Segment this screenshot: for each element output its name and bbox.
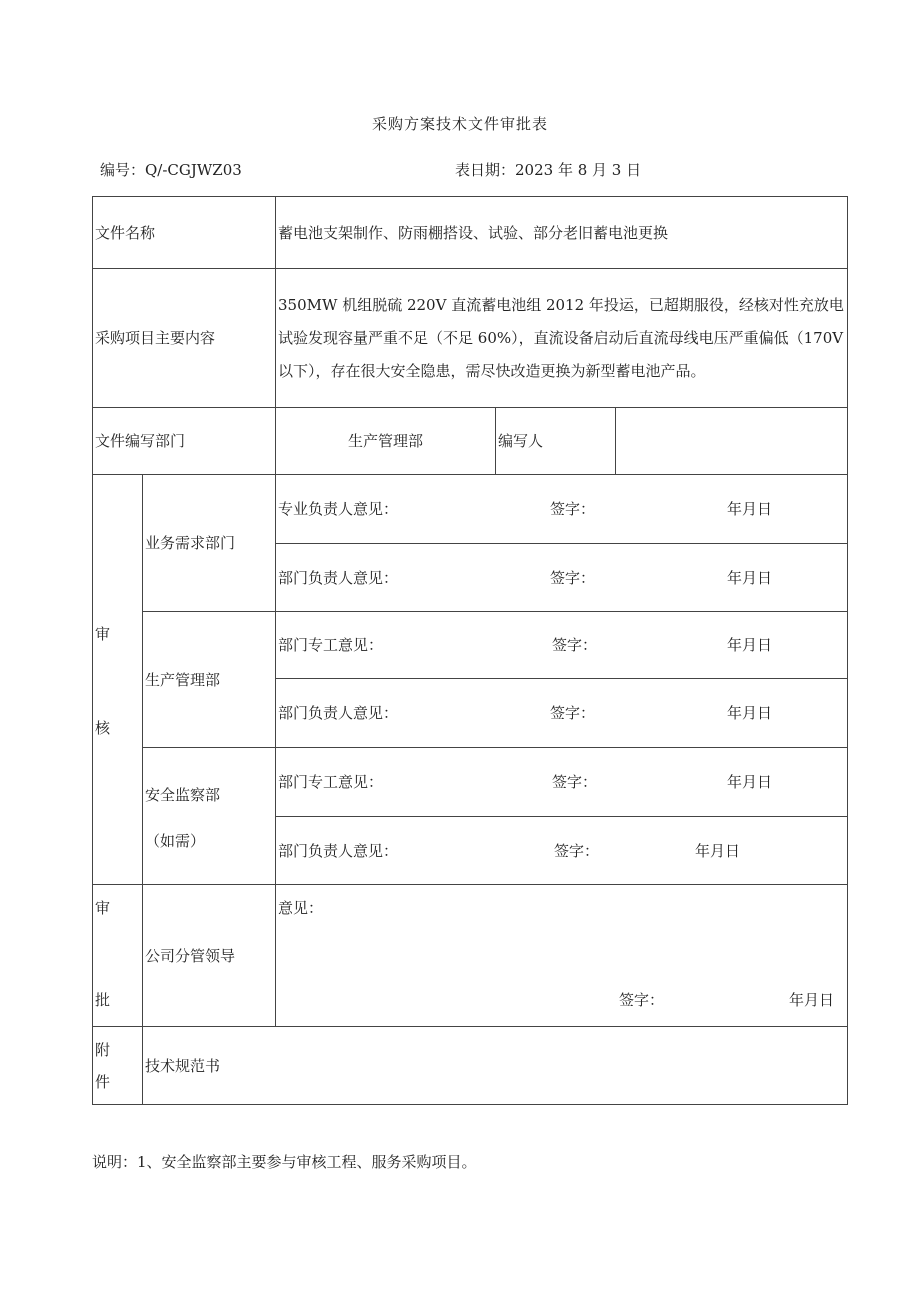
sign-label: 签字： bbox=[552, 636, 598, 654]
attachment-value: 技术规范书 bbox=[143, 1027, 848, 1105]
opinion-label: 部门专工意见： bbox=[278, 636, 384, 654]
opinion-label: 部门负责人意见： bbox=[278, 704, 399, 722]
dept-row bbox=[93, 408, 848, 475]
review-group-safety: 安全监察部 bbox=[145, 786, 221, 804]
review-opinion-cell bbox=[276, 679, 848, 748]
review-opinion-cell bbox=[276, 612, 848, 679]
main-content-row bbox=[93, 269, 848, 408]
review-char-2: 核 bbox=[95, 719, 111, 737]
approval-role: 公司分管领导 bbox=[143, 885, 276, 1027]
attachment-char-2: 件 bbox=[95, 1073, 111, 1091]
opinion-label: 部门专工意见： bbox=[278, 773, 384, 791]
dept-label: 文件编写部门 bbox=[93, 408, 276, 475]
review-opinion-cell bbox=[276, 748, 848, 817]
sign-label: 签字： bbox=[550, 568, 596, 587]
doc-name-row bbox=[93, 197, 848, 269]
attachment-label-cell bbox=[93, 1027, 143, 1105]
approval-char-2: 批 bbox=[95, 991, 111, 1009]
main-content-value: 350MW 机组脱硫 220V 直流蓄电池组 2012 年投运，已超期服役，经核对性充放电试验发现容量严重不足（不足 60%），直流设备启动后直流母线电压严重偏低（170V 以下），存在很大安全隐患，需尽快改造更换为新型蓄电池产品。 bbox=[276, 269, 848, 408]
attachment-row bbox=[93, 1027, 848, 1105]
review-opinion-cell bbox=[276, 817, 848, 885]
review-group-business: 业务需求部门 bbox=[143, 475, 276, 612]
author-label: 编写人 bbox=[496, 408, 616, 475]
review-row bbox=[93, 748, 848, 817]
sign-label: 签字： bbox=[552, 773, 598, 791]
review-row bbox=[93, 475, 848, 544]
review-group-safety-cell bbox=[143, 748, 276, 885]
doc-name-value: 蓄电池支架制作、防雨棚搭设、试验、部分老旧蓄电池更换 bbox=[276, 197, 848, 269]
sign-label: 签字： bbox=[550, 500, 596, 518]
sign-label: 签字： bbox=[554, 841, 600, 860]
sign-label: 签字： bbox=[550, 704, 596, 722]
review-opinion-cell bbox=[276, 544, 848, 612]
approval-row bbox=[93, 885, 848, 1027]
review-label-cell bbox=[93, 475, 143, 885]
document-number: 编号：Q/-CGJWZ03 bbox=[100, 161, 242, 179]
review-group-production: 生产管理部 bbox=[143, 612, 276, 748]
footnote: 说明：1、安全监察部主要参与审核工程、服务采购项目。 bbox=[92, 1153, 477, 1171]
approval-char-1: 审 bbox=[95, 899, 111, 917]
date-label: 年月日 bbox=[695, 841, 741, 860]
opinion-label: 部门负责人意见： bbox=[278, 841, 399, 860]
review-row bbox=[93, 612, 848, 679]
approval-sign-label: 签字： bbox=[619, 991, 665, 1009]
doc-name-label: 文件名称 bbox=[93, 197, 276, 269]
form-title: 采购方案技术文件审批表 bbox=[371, 115, 548, 133]
opinion-label: 专业负责人意见： bbox=[278, 500, 399, 518]
opinion-label: 部门负责人意见： bbox=[278, 568, 399, 587]
date-label: 年月日 bbox=[727, 500, 773, 518]
approval-opinion-cell bbox=[276, 885, 848, 1027]
form-date: 表日期：2023 年 8 月 3 日 bbox=[455, 161, 642, 179]
approval-opinion-label: 意见： bbox=[278, 899, 324, 917]
review-group-safety-note: （如需） bbox=[145, 832, 206, 850]
attachment-char-1: 附 bbox=[95, 1041, 111, 1059]
approval-form-table bbox=[92, 196, 848, 1105]
review-char-1: 审 bbox=[95, 625, 111, 643]
date-label: 年月日 bbox=[727, 568, 773, 587]
date-label: 年月日 bbox=[727, 773, 773, 791]
date-label: 年月日 bbox=[727, 636, 773, 654]
approval-label-cell bbox=[93, 885, 143, 1027]
review-opinion-cell bbox=[276, 475, 848, 544]
dept-value: 生产管理部 bbox=[276, 408, 496, 475]
author-value bbox=[616, 408, 848, 475]
approval-date-label: 年月日 bbox=[789, 991, 835, 1009]
date-label: 年月日 bbox=[727, 704, 773, 722]
main-content-label: 采购项目主要内容 bbox=[93, 269, 276, 408]
